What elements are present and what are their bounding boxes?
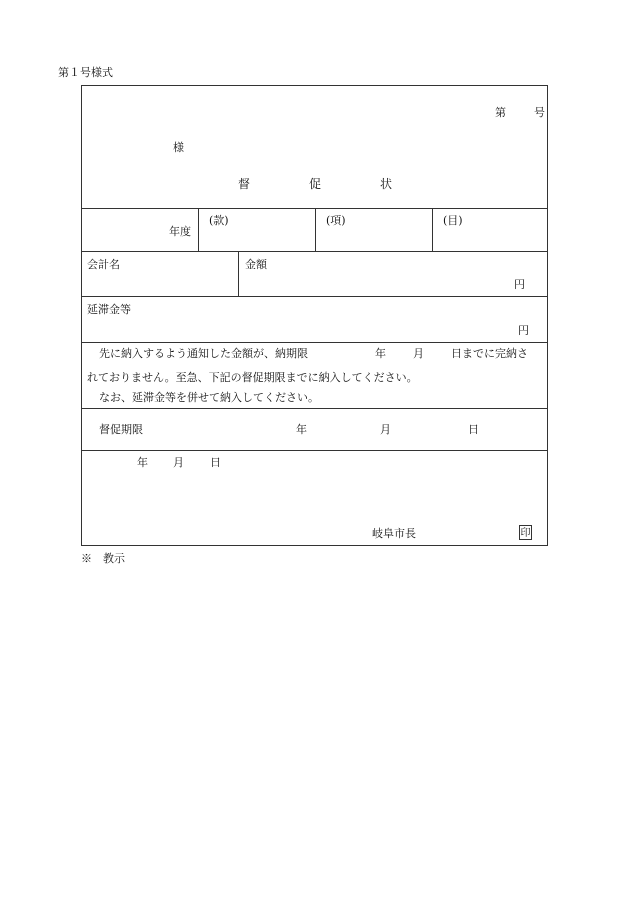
divider [432,208,433,251]
instruction-note: ※ 教示 [81,552,125,565]
form-number-label: 第１号様式 [58,66,113,79]
divider [82,296,547,297]
deadline-month: 月 [380,423,391,436]
title-char-1: 督 [238,177,251,191]
deadline-label: 督促期限 [99,423,143,436]
addressee-honorific: 様 [173,141,184,154]
title-char-2: 促 [309,177,322,191]
divider [82,408,547,409]
divider [315,208,316,251]
message-line2: れておりません。至急、下記の督促期限までに納入してください。 [87,371,418,384]
issue-day: 日 [210,456,221,469]
fiscal-year-label: 年度 [169,225,191,238]
number-prefix: 第 [495,106,506,119]
delay-charges-label: 延滞金等 [87,303,131,316]
kou-label: (項) [326,214,346,227]
divider [82,450,547,451]
divider [198,208,199,251]
amount-yen-unit: 円 [514,278,525,291]
account-name-label: 会計名 [87,258,120,271]
message-line1-month: 月 [413,347,424,360]
divider [82,251,547,252]
moku-label: (目) [443,214,463,227]
message-line1-suffix: 日までに完納さ [451,347,528,360]
divider [238,251,239,296]
kan-label: (款) [209,214,229,227]
amount-label: 金額 [245,258,267,271]
divider [82,342,547,343]
delay-yen-unit: 円 [518,324,529,337]
message-line3: なお、延滞金等を併せて納入してください。 [99,391,319,404]
deadline-year: 年 [296,423,307,436]
seal-mark: 印 [519,525,532,540]
issuer-title: 岐阜市長 [372,527,416,540]
issue-month: 月 [173,456,184,469]
issue-year: 年 [137,456,148,469]
message-line1-prefix: 先に納入するよう通知した金額が、納期限 [99,347,308,360]
reminder-form [81,85,548,546]
number-suffix: 号 [534,106,545,119]
message-line1-year: 年 [375,347,386,360]
title-char-3: 状 [380,177,393,191]
deadline-day: 日 [468,423,479,436]
